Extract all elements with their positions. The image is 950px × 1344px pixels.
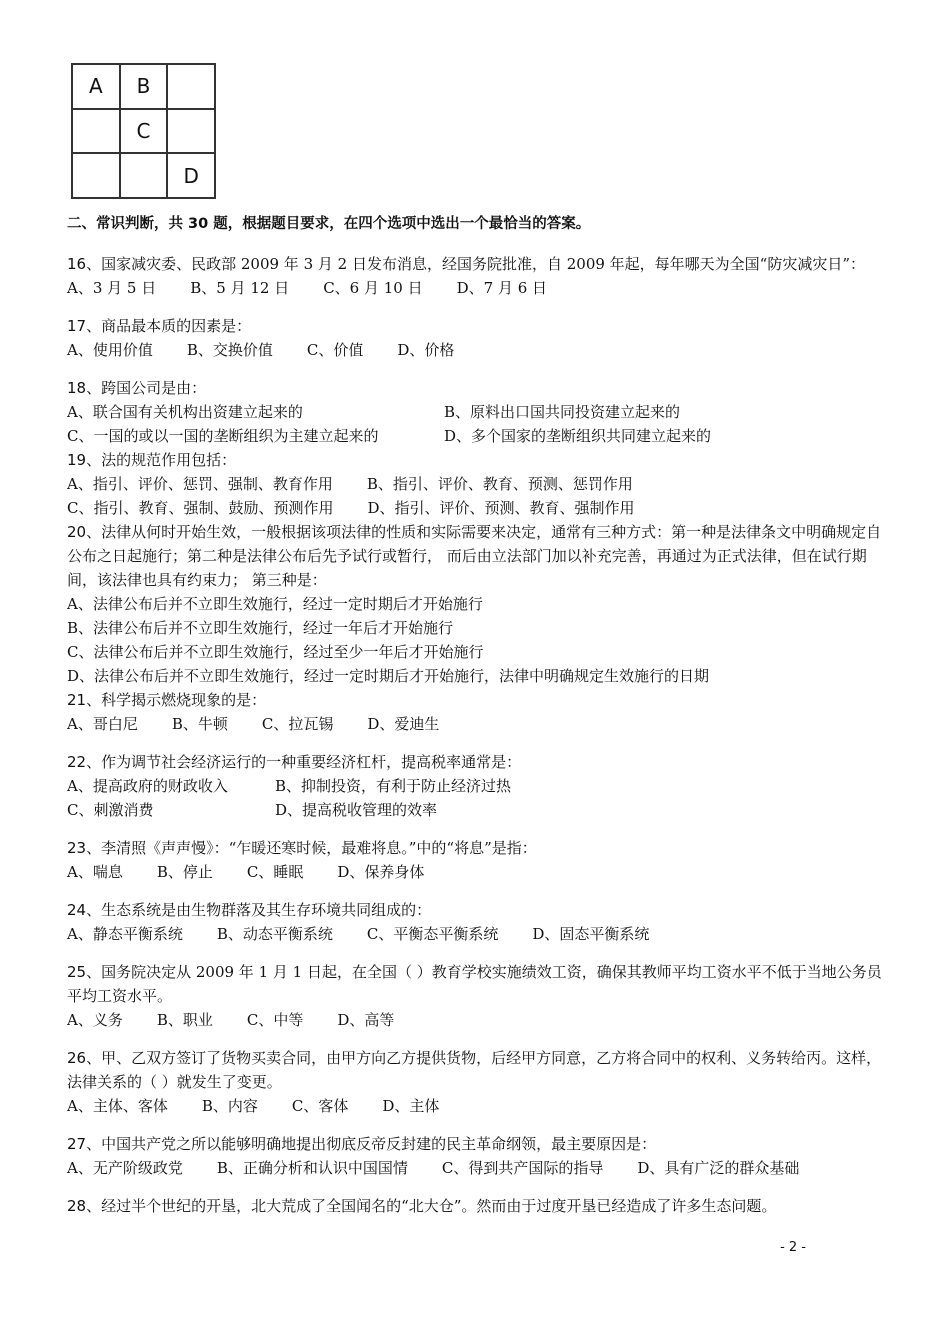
option-a[interactable]: A、主体、客体	[67, 1097, 168, 1115]
question-stem: 中国共产党之所以能够明确地提出彻底反帝反封建的民主革命纲领，最主要原因是：	[101, 1135, 657, 1153]
grid-cell: A	[72, 64, 120, 109]
option-b[interactable]: B、职业	[156, 1011, 213, 1029]
grid-cell: B	[120, 64, 168, 109]
option-a[interactable]: A、义务	[67, 1011, 123, 1029]
question-18	[67, 376, 887, 448]
question-list	[67, 212, 887, 1218]
question-stem: 法律从何时开始生效，一般根据该项法律的性质和实际需要来决定，通常有三种方式：第一种是法律条文中明确规定自公布之日起施行；第二种是法律公布后先予试行或暂行， 而后由立法部门加以补充完善，再通过为正式法律，但在试行期间，该法律也具有约束力； 第三种是：	[67, 523, 882, 589]
option-a[interactable]: A、静态平衡系统	[67, 925, 183, 943]
option-d[interactable]: D、多个国家的垄断组织共同建立起来的	[444, 427, 712, 445]
option-row	[67, 1008, 887, 1032]
option-b[interactable]: B、牛顿	[171, 715, 228, 733]
option-c[interactable]: C、平衡态平衡系统	[366, 925, 499, 943]
option-d[interactable]: D、价格	[397, 341, 455, 359]
option-d[interactable]: D、法律公布后并不立即生效施行，经过一定时期后才开始施行，法律中明确规定生效施行的日期	[67, 667, 710, 685]
grid-cell	[167, 64, 215, 109]
question-16	[67, 252, 887, 300]
option-c[interactable]: C、客体	[291, 1097, 349, 1115]
option-a[interactable]: A、法律公布后并不立即生效施行，经过一定时期后才开始施行	[67, 595, 483, 613]
question-22	[67, 750, 887, 822]
question-stem: 法的规范作用包括：	[101, 451, 237, 469]
option-a[interactable]: A、联合国有关机构出资建立起来的	[67, 403, 303, 421]
option-d[interactable]: D、提高税收管理的效率	[275, 801, 438, 819]
section-title: 二、常识判断，共 30 题，根据题目要求，在四个选项中选出一个最恰当的答案。	[67, 216, 591, 232]
option-b[interactable]: B、交换价值	[186, 341, 273, 359]
option-c[interactable]: C、中等	[246, 1011, 304, 1029]
grid-cell	[72, 109, 120, 154]
option-c[interactable]: C、法律公布后并不立即生效施行，经过至少一年后才开始施行	[67, 643, 484, 661]
question-20	[67, 520, 887, 688]
question-stem: 国家减灾委、民政部 2009 年 3 月 2 日发布消息，经国务院批准，自 2009 年起，每年哪天为全国“防灾减灾日”：	[101, 255, 866, 273]
question-stem: 科学揭示燃烧现象的是：	[101, 691, 267, 709]
option-d[interactable]: D、指引、评价、预测、教育、强制作用	[367, 499, 635, 517]
question-number: 25、	[67, 963, 102, 981]
option-b[interactable]: B、动态平衡系统	[216, 925, 333, 943]
question-stem: 生态系统是由生物群落及其生存环境共同组成的：	[101, 901, 432, 919]
question-number: 24、	[67, 901, 102, 919]
question-number: 28、	[67, 1197, 102, 1215]
grid-cell: D	[167, 153, 215, 198]
option-row	[67, 922, 887, 946]
option-row	[67, 338, 887, 362]
option-d[interactable]: D、保养身体	[337, 863, 425, 881]
option-a[interactable]: A、指引、评价、惩罚、强制、教育作用	[67, 475, 333, 493]
option-b[interactable]: B、法律公布后并不立即生效施行，经过一年后才开始施行	[67, 619, 454, 637]
question-number: 19、	[67, 451, 102, 469]
question-number: 17、	[67, 317, 102, 335]
letter-grid	[71, 63, 216, 199]
option-c[interactable]: C、价值	[306, 341, 364, 359]
question-26	[67, 1046, 887, 1118]
question-stem: 经过半个世纪的开垦，北大荒成了全国闻名的“北大仓”。然而由于过度开垦已经造成了许多生态问题。	[101, 1197, 777, 1215]
option-c[interactable]: C、得到共产国际的指导	[441, 1159, 604, 1177]
option-row	[67, 712, 887, 736]
question-stem: 甲、乙双方签订了货物买卖合同，由甲方向乙方提供货物，后经甲方同意，乙方将合同中的权利、义务转给丙。这样，法律关系的（ ）就发生了变更。	[67, 1049, 882, 1091]
option-row	[67, 276, 887, 300]
question-17	[67, 314, 887, 362]
option-c[interactable]: C、一国的或以一国的垄断组织为主建立起来的	[67, 427, 379, 445]
option-row	[67, 400, 887, 424]
question-number: 23、	[67, 839, 102, 857]
grid-cell	[167, 109, 215, 154]
option-c[interactable]: C、指引、教育、强制、鼓励、预测作用	[67, 499, 334, 517]
option-b[interactable]: B、指引、评价、教育、预测、惩罚作用	[366, 475, 633, 493]
question-21	[67, 688, 887, 736]
question-28	[67, 1194, 887, 1218]
option-a[interactable]: A、提高政府的财政收入	[67, 777, 228, 795]
question-stem: 李清照《声声慢》：“乍暖还寒时候，最难将息。”中的“将息”是指：	[101, 839, 537, 857]
option-d[interactable]: D、7 月 6 日	[456, 279, 548, 297]
grid-cell	[120, 153, 168, 198]
question-stem: 跨国公司是由：	[101, 379, 207, 397]
option-row	[67, 424, 887, 448]
question-number: 27、	[67, 1135, 102, 1153]
question-number: 18、	[67, 379, 102, 397]
option-a[interactable]: A、无产阶级政党	[67, 1159, 183, 1177]
option-d[interactable]: D、具有广泛的群众基础	[637, 1159, 800, 1177]
option-d[interactable]: D、高等	[337, 1011, 395, 1029]
option-a[interactable]: A、使用价值	[67, 341, 153, 359]
question-number: 20、	[67, 523, 102, 541]
option-a[interactable]: A、3 月 5 日	[67, 279, 157, 297]
question-25	[67, 960, 887, 1032]
question-stem: 作为调节社会经济运行的一种重要经济杠杆，提高税率通常是：	[101, 753, 522, 771]
question-23	[67, 836, 887, 884]
question-19	[67, 448, 887, 520]
option-d[interactable]: D、固态平衡系统	[532, 925, 650, 943]
option-row	[67, 774, 887, 798]
question-number: 22、	[67, 753, 102, 771]
option-c[interactable]: C、6 月 10 日	[323, 279, 423, 297]
option-row	[67, 860, 887, 884]
option-row	[67, 1156, 887, 1180]
option-row	[67, 496, 887, 520]
option-a[interactable]: A、哥白尼	[67, 715, 138, 733]
question-24	[67, 898, 887, 946]
option-c[interactable]: C、睡眠	[246, 863, 304, 881]
option-c[interactable]: C、拉瓦锡	[261, 715, 334, 733]
option-d[interactable]: D、爱迪生	[367, 715, 440, 733]
option-c[interactable]: C、刺激消费	[67, 801, 154, 819]
question-stem: 国务院决定从 2009 年 1 月 1 日起，在全国（ ）教育学校实施绩效工资，确保其教师平均工资水平不低于当地公务员平均工资水平。	[67, 963, 882, 1005]
option-b[interactable]: B、抑制投资，有利于防止经济过热	[275, 777, 512, 795]
option-b[interactable]: B、5 月 12 日	[190, 279, 290, 297]
question-stem: 商品最本质的因素是：	[101, 317, 252, 335]
question-number: 21、	[67, 691, 102, 709]
option-d[interactable]: D、主体	[382, 1097, 440, 1115]
option-a[interactable]: A、喘息	[67, 863, 123, 881]
option-b[interactable]: B、内容	[201, 1097, 258, 1115]
option-b[interactable]: B、原料出口国共同投资建立起来的	[444, 403, 681, 421]
option-b[interactable]: B、正确分析和认识中国国情	[216, 1159, 408, 1177]
page-number: - 2 -	[780, 1240, 806, 1255]
option-row	[67, 798, 887, 822]
option-b[interactable]: B、停止	[156, 863, 213, 881]
question-number: 16、	[67, 255, 102, 273]
option-row	[67, 472, 887, 496]
question-number: 26、	[67, 1049, 102, 1067]
question-27	[67, 1132, 887, 1180]
grid-cell: C	[120, 109, 168, 154]
option-row	[67, 1094, 887, 1118]
grid-cell	[72, 153, 120, 198]
